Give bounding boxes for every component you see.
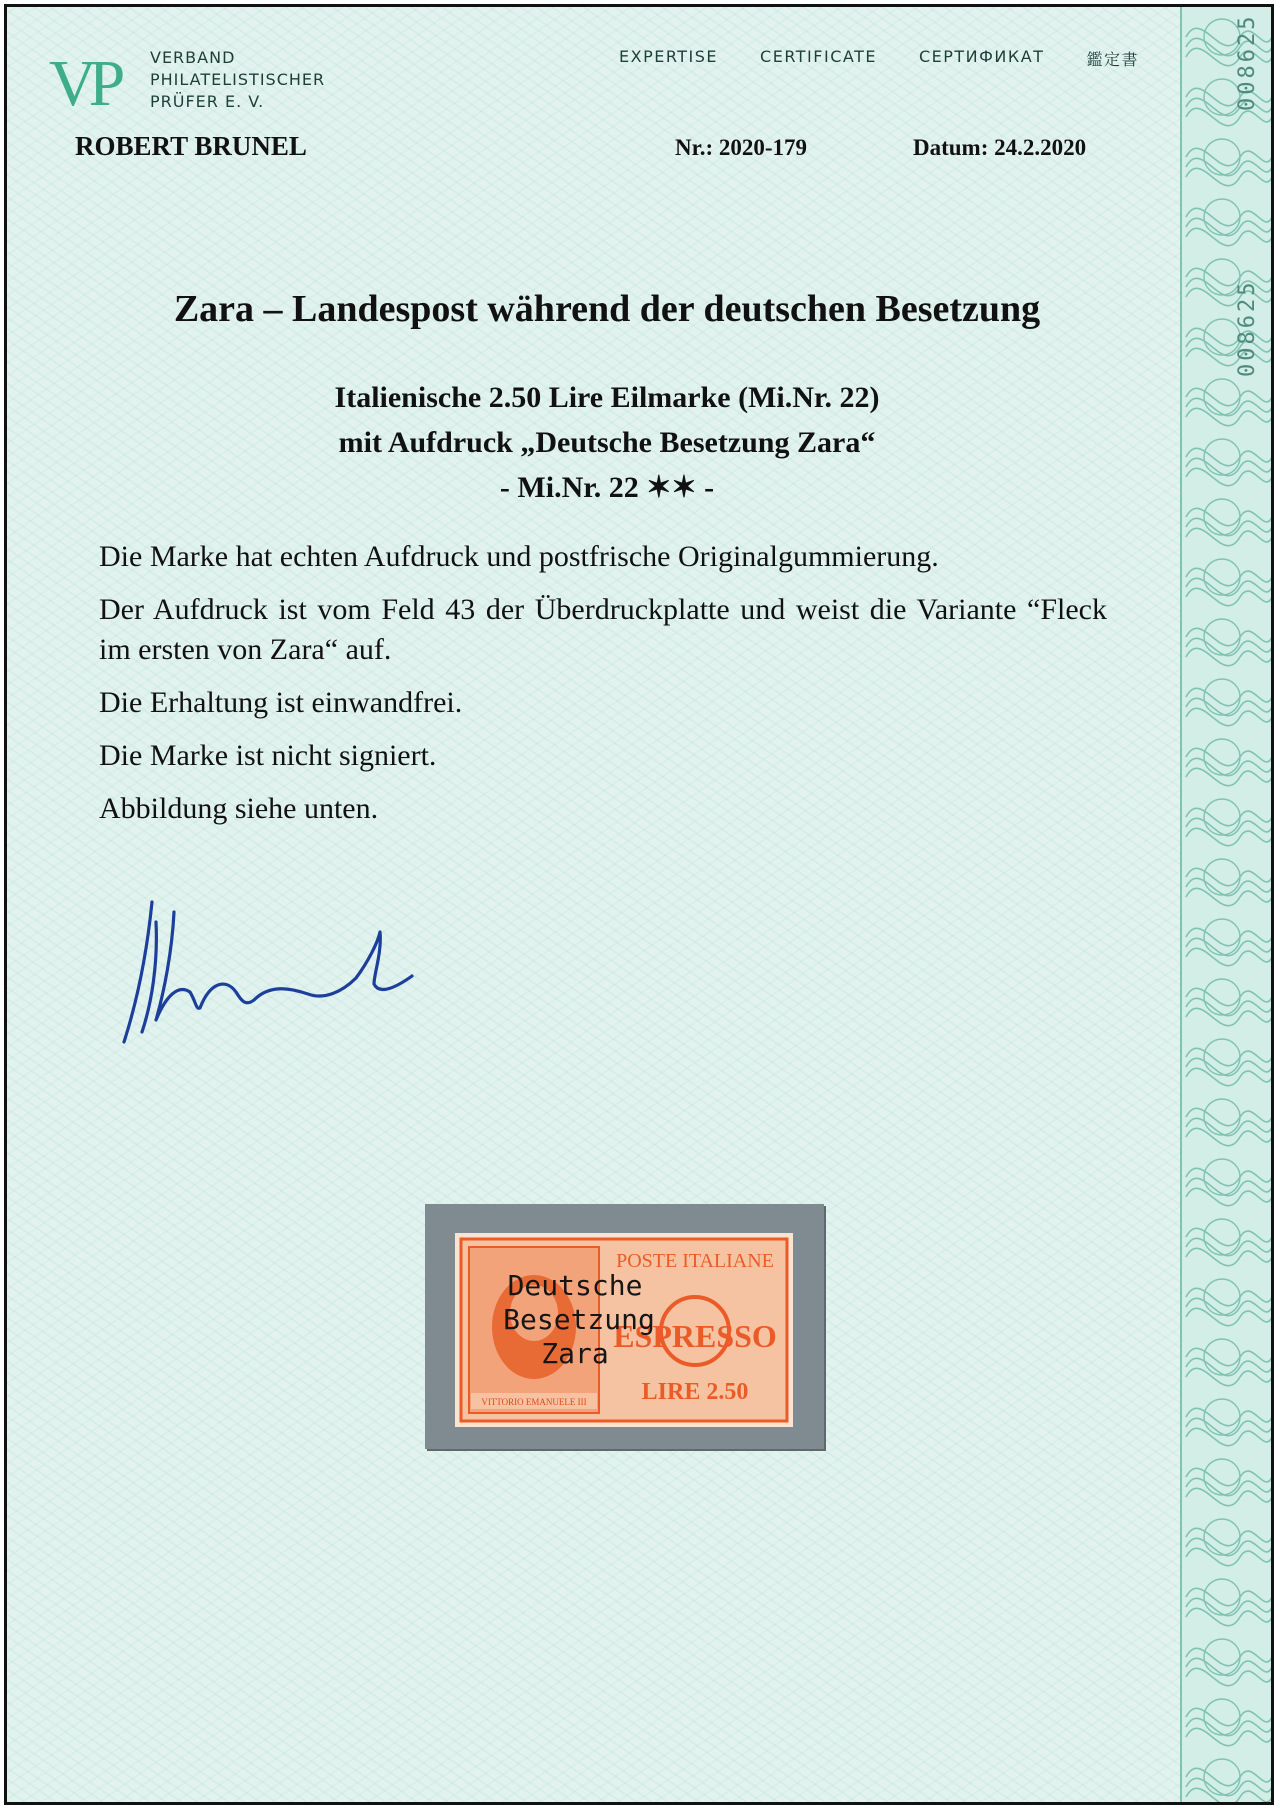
guilloche-wave <box>1186 1728 1272 1745</box>
guilloche-wave <box>1186 1548 1272 1565</box>
serial-number-top: 008625 <box>1235 13 1260 111</box>
guilloche-ring <box>1204 559 1240 595</box>
guilloche-wave <box>1186 928 1272 945</box>
certificate-subtitle <box>47 375 1167 510</box>
guilloche-ring <box>1204 1159 1240 1195</box>
guilloche-wave <box>1186 408 1272 425</box>
stamp-caption: VITTORIO EMANUELE III <box>481 1397 587 1407</box>
guilloche-wave <box>1186 528 1272 545</box>
guilloche-ring <box>1204 1519 1240 1555</box>
certificate-title: Zara – Landespost während der deutschen Besetzung <box>173 288 1041 330</box>
vp-logo <box>47 47 147 119</box>
subtitle-line-1: Italienische 2.50 Lire Eilmarke (Mi.Nr. 22) <box>334 381 880 414</box>
subtitle-line-2: mit Aufdruck „Deutsche Besetzung Zara“ <box>338 426 876 459</box>
guilloche-ring <box>1204 859 1240 895</box>
guilloche-wave <box>1186 1248 1272 1265</box>
guilloche-wave <box>1186 1368 1272 1385</box>
guilloche-wave <box>1186 1308 1272 1325</box>
guilloche-wave <box>1186 1768 1272 1785</box>
guilloche-wave <box>1186 1008 1272 1025</box>
overprint-line-3: Zara <box>541 1337 609 1370</box>
guilloche-wave <box>1186 888 1272 905</box>
guilloche-wave <box>1186 688 1272 705</box>
guilloche-ring <box>1204 979 1240 1015</box>
guilloche-wave <box>1186 1708 1272 1725</box>
guilloche-wave <box>1186 808 1272 825</box>
expert-name: ROBERT BRUNEL <box>75 131 307 161</box>
guilloche-wave <box>1186 628 1272 645</box>
guilloche-ring <box>1204 1759 1240 1795</box>
guilloche-ring <box>1204 1099 1240 1135</box>
guilloche-wave <box>1186 748 1272 765</box>
subtitle-line-3: - Mi.Nr. 22 ✶✶ - <box>499 471 715 504</box>
guilloche-wave <box>1186 568 1272 585</box>
doc-type-certificate: CERTIFICATE <box>760 47 877 66</box>
guilloche-wave <box>1186 1188 1272 1205</box>
guilloche-wave <box>1186 1168 1272 1185</box>
stamp-country: POSTE ITALIANE <box>616 1250 774 1272</box>
body-paragraph: Die Marke ist nicht signiert. <box>99 739 437 772</box>
guilloche-wave <box>1186 988 1272 1005</box>
guilloche-ring <box>1204 1039 1240 1075</box>
guilloche-wave <box>1186 1128 1272 1145</box>
guilloche-wave <box>1186 768 1272 785</box>
body-paragraph: Der Aufdruck ist vom Feld 43 der Überdruckplatte und weist die Variante “Fleck im ersten von Zara“ auf. <box>99 593 1107 666</box>
doc-type-expertise: EXPERTISE <box>619 47 719 66</box>
guilloche-wave <box>1186 648 1272 665</box>
doc-type-japanese: 鑑定書 <box>1086 50 1139 69</box>
guilloche-wave <box>1186 1648 1272 1665</box>
association-line-2: PHILATELISTISCHER <box>150 70 326 89</box>
stamp-denomination: LIRE 2.50 <box>641 1379 749 1405</box>
certificate-body <box>99 537 1107 842</box>
guilloche-wave <box>1186 1408 1272 1425</box>
guilloche-wave <box>1186 1108 1272 1125</box>
association-line-3: PRÜFER E. V. <box>150 92 265 111</box>
guilloche-ring <box>1204 1279 1240 1315</box>
guilloche-wave <box>1186 448 1272 465</box>
guilloche-wave <box>1186 1068 1272 1085</box>
guilloche-wave <box>1186 468 1272 485</box>
serial-number-bottom: 008625 <box>1235 279 1260 377</box>
guilloche-wave <box>1186 1668 1272 1685</box>
guilloche-wave <box>1186 1348 1272 1365</box>
guilloche-ring <box>1204 1459 1240 1495</box>
guilloche-ring <box>1204 439 1240 475</box>
guilloche-ring <box>1204 1399 1240 1435</box>
guilloche-wave <box>1186 1488 1272 1505</box>
guilloche-wave <box>1186 948 1272 965</box>
guilloche-ring <box>1204 799 1240 835</box>
guilloche-wave <box>1186 708 1272 725</box>
guilloche-ring <box>1204 1639 1240 1675</box>
guilloche-wave <box>1186 588 1272 605</box>
guilloche-wave <box>1186 388 1272 405</box>
guilloche-wave <box>1186 1608 1272 1625</box>
guilloche-wave <box>1186 1588 1272 1605</box>
association-name <box>150 47 325 113</box>
guilloche-wave <box>1186 1288 1272 1305</box>
overprint-line-2: Besetzung <box>503 1303 655 1336</box>
guilloche-ring <box>1204 1579 1240 1615</box>
guilloche-ring <box>1204 499 1240 535</box>
guilloche-ring <box>1204 1339 1240 1375</box>
guilloche-ring <box>1204 1699 1240 1735</box>
guilloche-wave <box>1186 1048 1272 1065</box>
document-types <box>619 47 1139 70</box>
guilloche-ring <box>1204 919 1240 955</box>
guilloche-ring <box>1204 619 1240 655</box>
certificate-sheet <box>4 4 1274 1805</box>
guilloche-ring <box>1204 679 1240 715</box>
guilloche-ring <box>1204 739 1240 775</box>
body-paragraph: Die Erhaltung ist einwandfrei. <box>99 686 463 719</box>
stamp-type: ESPRESSO <box>613 1318 777 1354</box>
guilloche-ring <box>1204 379 1240 415</box>
overprint-line-1: Deutsche <box>507 1269 643 1302</box>
guilloche-wave <box>1186 1428 1272 1445</box>
certificate-number: Nr.: 2020-179 <box>675 135 808 160</box>
serial-number <box>1235 13 1274 377</box>
expert-signature <box>112 892 472 1052</box>
certificate-date: Datum: 24.2.2020 <box>913 135 1087 160</box>
body-paragraph: Die Marke hat echten Aufdruck und postfrische Originalgummierung. <box>99 540 939 573</box>
stamp-image <box>455 1233 793 1427</box>
body-paragraph: Abbildung siehe unten. <box>99 792 379 825</box>
guilloche-wave <box>1186 508 1272 525</box>
guilloche-wave <box>1186 828 1272 845</box>
doc-type-russian: СЕРТИФИКАТ <box>918 47 1045 66</box>
guilloche-wave <box>1186 868 1272 885</box>
logo-text: VP <box>49 47 118 119</box>
guilloche-ring <box>1204 1219 1240 1255</box>
guilloche-wave <box>1186 1228 1272 1245</box>
guilloche-wave <box>1186 1528 1272 1545</box>
guilloche-wave <box>1186 1468 1272 1485</box>
association-line-1: VERBAND <box>150 48 236 67</box>
